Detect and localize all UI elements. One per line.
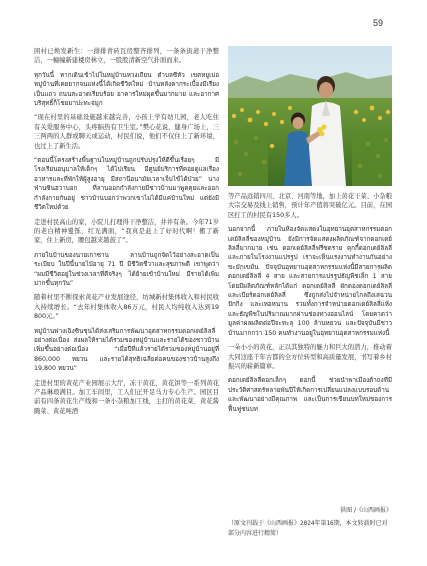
field-photo-illustration bbox=[228, 46, 392, 186]
left-text-column bbox=[34, 47, 219, 421]
article-paragraph: 困村已焕发新生：一排排青砖瓦房整齐排列，一条条街道干净整洁，一幢幢新建楼房林立，一股股清新空气扑面而来。 bbox=[34, 48, 219, 65]
article-paragraph: 走进村民高山的家，小院儿打理得干净整洁，井井有条。今年71岁的老白精神矍铄、红光满面，“我真是赶上了好时代啊！搬了新家，住上新房，腰包越来越鼓了”。 bbox=[34, 218, 219, 245]
page-number: 59 bbox=[372, 18, 383, 28]
source-note: （原文刊载于《山西画报》2024年第16期，本文转载时已对部分内容进行精简） bbox=[228, 520, 388, 537]
article-paragraph: ภายในบ้านของนายเกาซาน ลานบ้านถูกจัดไว้อย่างสะอาดเป็นระเบียบ ในปีนี้นายไป๋อายุ 71 ปี มีชีวิตชีวาและสุขภาพดี เขาพูดว่า “ผมมีชีวิตอยู่ในช่วงเวลาที่ดีจริงๆ ได้ย้ายเข้าบ้านใหม่ มีรายได้เพิ่มมากขึ้นทุกวัน” bbox=[34, 251, 219, 287]
article-paragraph: นอกจากนี้ ภายในห้องจัดแสดงในอุทยานอุตสาหกรรมดอกเดย์ลิลลี่ของหมู่บ้าน ยังมีการจัดแสดงผลิตภัณฑ์จากดอกเดย์ลิลลี่มากมาย เช่น ดอกเดย์ลิลลี่ฟรีซดราย คุกกี้ดอกเดย์ลิลลี่ และภายในโรงงานแปรรูป เราจะเห็นแรงงานทำงานกันอย่างขะมักเขม้น ปัจจุบันอุทยานอุตสาหกรรมแห่งนี้มีสายการผลิตดอกเดย์ลิลลี่ 4 สาย และสายการแปรรูปธัญพืชเล็ก 1 สาย โดยมีผลิตภัณฑ์หลักได้แก่ ดอกเดย์ลิลลี่ ผักดองดอกเดย์ลิลลี่ และเบียร์ดอกเดย์ลิลลี่ ซึ่งถูกส่งไปจำหน่ายไกลถึงเสฉวน ปักกิ่ง และเหอหนาน รวมทั้งการจำหน่ายดอกเดย์ลิลลี่แห้งและธัญพืชในปริมาณมากผ่านช่องทางออนไลน์ โดยคาดว่ามูลค่าผลผลิตต่อปีจะทะลุ 100 ล้านหยวน และปัจจุบันมีชาวบ้านมากกว่า 150 คนทำงานอยู่ในอุทยานอุตสาหกรรมแห่งนี้ bbox=[228, 226, 392, 337]
article-paragraph: ทุกวันนี้ หากเดินเข้าไปในหมู่บ้านหวงเถียน ตำบลซีหัว เขตหยูเบ่อ หมู่บ้านที่เคยยากจนแห่งนี้ได้เกิดชีวิตใหม่ บ้านหลังคากระเบื้องมีเรียงเป็นแถว ถนนสะอาดเรียบร้อย อาคารใหม่ผุดขึ้นมากมาย และอากาศบริสุทธิ์ก็โชยมาปะทะจมูก bbox=[34, 71, 219, 108]
article-paragraph: “现在村里的基础设施越来越完善，小孩上学有幼儿园，老人吃住有关爱服务中心，头疼脑热有卫生室。”樊心花说，健身广场上，三三两两的人群或聊天或运动，村民们说，他们不仅住上了新环境，也过上了新生活。 bbox=[34, 114, 219, 150]
photo-credit: 供图 /《山西画报》 bbox=[340, 507, 392, 514]
article-paragraph: หมู่บ้านฟางเฉิงซินชุนได้ส่งเสริมการพัฒนาอุตสาหกรรมดอกเดย์ลิลลี่อย่างต่อเนื่อง ส่งผลให้รายได้รวมของหมู่บ้านและรายได้ของชาวบ้านเพิ่มขึ้นอย่างต่อเนื่อง “เมื่อปีที่แล้วรายได้รวมของหมู่บ้านอยู่ที่ 860,000 หยวน และรายได้สุทธิเฉลี่ยต่อคนของชาวบ้านสูงถึง 19,800 หยวน” bbox=[34, 327, 219, 373]
article-paragraph: 等产品远销四川、北京、河南等地，加上黄花干菜、小杂粮大宗交易及线上销售，预计年产值将突破亿元。目前，在园区打工的村民有150多人。 bbox=[228, 193, 392, 219]
article-paragraph: 随着村里不断探索黄花产业发展途径，坊城新村集体收入和村民收入持续增长。“去年村集体收入86万元，村民人均纯收入达到19 800元。” bbox=[34, 294, 219, 321]
article-paragraph: “ตอนนี้โครงสร้างพื้นฐานในหมู่บ้านถูกปรับปรุงให้ดีขึ้นเรื่อยๆ มีโรงเรียนอนุบาลให้เด็กๆ ได้ไปเรียน มีศูนย์บริการที่คอยดูแลเรื่องอาหารและที่พักให้ผู้สูงอายุ มีสถานีอนามัยเวลาเจ็บไข้ได้ป่วย” นางฟ่านซินฮวาบอก ที่ลานออกกำลังกายมีชาวบ้านมาพูดคุยและออกกำลังกายกันอยู่ ชาวบ้านบอกว่าพวกเขาไม่ได้มีแค่บ้านใหม่ แต่ยังมีชีวิตใหม่ด้วย bbox=[34, 157, 219, 212]
field-photo bbox=[228, 46, 392, 186]
article-paragraph: 一朵小小的黄花，正以其独特的魅力和巨大的潜力，推动着大同这座千年古都的全方位转型和高质量发展，书写着乡村振兴的崭新篇章。 bbox=[228, 344, 392, 370]
article-paragraph: ดอกเดย์ลิลลี่ดอกเล็กๆ ดอกนี้ ช่วยนำพาเมืองต้าถงที่มีประวัติศาสตร์หลายพันปีให้เกิดการเปลี่ยนแปลงแบบรอบด้านและพัฒนาอย่างมีคุณภาพ และเป็นการเขียนบทใหม่ของการฟื้นฟูชนบท bbox=[228, 377, 392, 413]
article-paragraph: 走进村里的黄花产业园展示大厅，冻干黄花、黄花饼等一系列黄花产品琳琅满目。加工车间里，工人们正开足马力专心生产。园区目前有四条黄花生产线和一条小杂粮加工线，主打的黄花菜、黄花酱腌菜、黄花吨酒 bbox=[34, 379, 219, 415]
right-text-column bbox=[228, 192, 392, 419]
